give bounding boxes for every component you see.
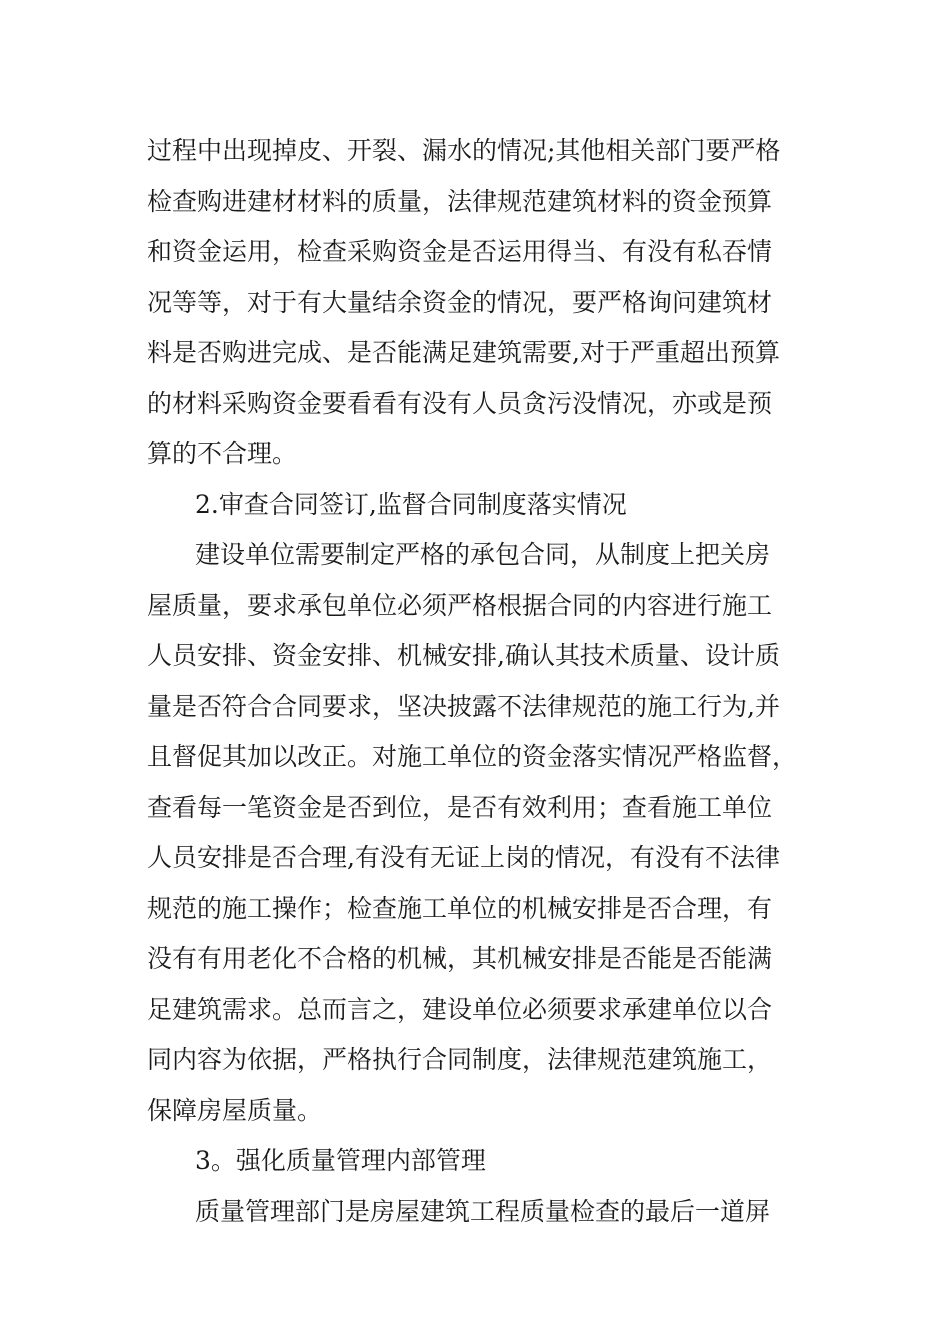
text-line: 量是否符合合同要求，坚决披露不法律规范的施工行为,并 [147,691,780,721]
text-line: 2.审查合同签订,监督合同制度落实情况 [195,489,627,519]
text-line: 算的不合理。 [147,439,298,468]
text-line: 屋质量，要求承包单位必须严格根据合同的内容进行施工 [147,590,773,620]
text-line: 3。强化质量管理内部管理 [195,1146,486,1175]
text-line: 规范的施工操作；检查施工单位的机械安排是否合理，有 [147,893,773,923]
body-text [147,126,807,1237]
text-line: 和资金运用，检查采购资金是否运用得当、有没有私吞情 [147,237,773,266]
text-line: 且督促其加以改正。对施工单位的资金落实情况严格监督， [147,742,798,771]
text-line: 足建筑需求。总而言之，建设单位必须要求承建单位以合 [147,994,773,1024]
text-line: 的材料采购资金要看看有没有人员贪污没情况，亦或是预 [147,388,773,418]
text-line: 料是否购进完成、是否能满足建筑需要,对于严重超出预算 [147,338,780,367]
text-line: 过程中出现掉皮、开裂、漏水的情况;其他相关部门要严格 [147,136,781,165]
text-line: 质量管理部门是房屋建筑工程质量检查的最后一道屏 [195,1196,771,1226]
text-line: 人员安排是否合理,有没有无证上岗的情况，有没有不法律 [147,843,780,872]
text-line: 保障房屋质量。 [147,1095,323,1125]
text-line: 人员安排、资金安排、机械安排,确认其技术质量、设计质 [147,641,780,670]
text-line: 建设单位需要制定严格的承包合同，从制度上把关房 [195,540,771,569]
text-line: 查看每一笔资金是否到位，是否有效利用；查看施工单位 [147,792,773,822]
text-line: 没有有用老化不合格的机械，其机械安排是否能是否能满 [147,944,773,973]
text-line: 况等等，对于有大量结余资金的情况，要严格询问建筑材 [147,287,773,317]
text-line: 同内容为依据，严格执行合同制度，法律规范建筑施工， [147,1045,773,1074]
text-line: 检查购进建材材料的质量，法律规范建筑材料的资金预算 [147,186,773,216]
